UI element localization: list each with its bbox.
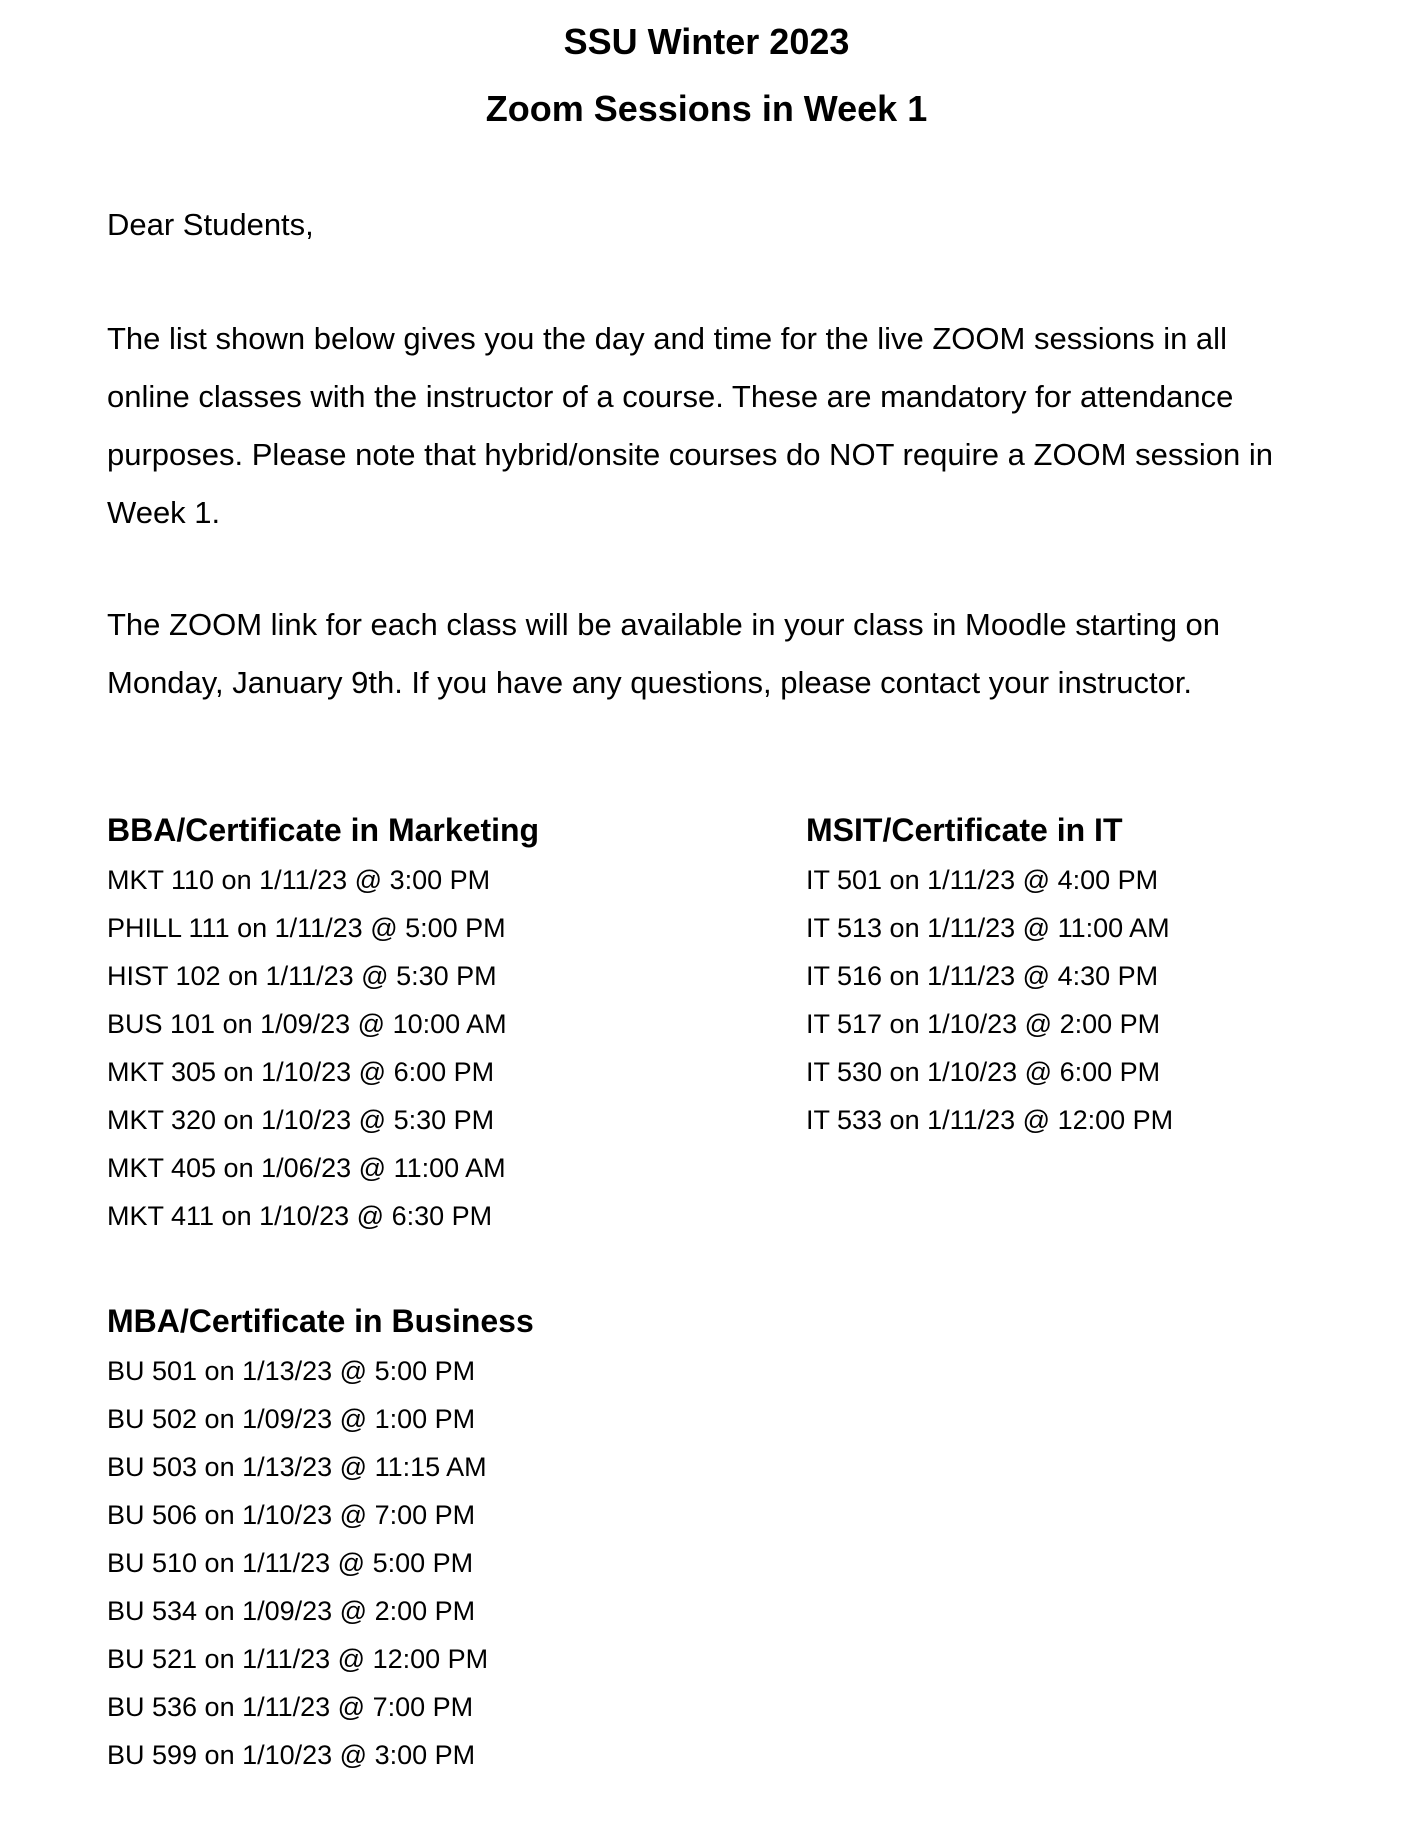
session-item: HIST 102 on 1/11/23 @ 5:30 PM	[107, 961, 497, 991]
greeting: Dear Students,	[107, 207, 314, 242]
intro-paragraph-line: The list shown below gives you the day and time for the live ZOOM sessions in all	[107, 321, 1227, 356]
session-item: BU 502 on 1/09/23 @ 1:00 PM	[107, 1404, 476, 1434]
session-item: BU 501 on 1/13/23 @ 5:00 PM	[107, 1356, 476, 1386]
marketing-section	[107, 808, 539, 1240]
session-item: IT 533 on 1/11/23 @ 12:00 PM	[806, 1105, 1174, 1135]
session-item: MKT 320 on 1/10/23 @ 5:30 PM	[107, 1105, 495, 1135]
session-item: IT 517 on 1/10/23 @ 2:00 PM	[806, 1009, 1161, 1039]
session-item: BU 503 on 1/13/23 @ 11:15 AM	[107, 1452, 487, 1482]
session-item: BU 534 on 1/09/23 @ 2:00 PM	[107, 1596, 476, 1626]
intro-paragraph-line: online classes with the instructor of a course. These are mandatory for attendance	[107, 379, 1234, 414]
business-section	[107, 1299, 534, 1779]
zoom-link-paragraph-line: Monday, January 9th. If you have any questions, please contact your instructor.	[107, 665, 1193, 700]
session-item: MKT 405 on 1/06/23 @ 11:00 AM	[107, 1153, 506, 1183]
business-section-title: MBA/Certificate in Business	[107, 1303, 534, 1339]
it-section-title: MSIT/Certificate in IT	[806, 812, 1123, 848]
page-title: SSU Winter 2023	[563, 21, 850, 62]
session-item: IT 516 on 1/11/23 @ 4:30 PM	[806, 961, 1159, 991]
session-item: BUS 101 on 1/09/23 @ 10:00 AM	[107, 1009, 507, 1039]
session-item: IT 501 on 1/11/23 @ 4:00 PM	[806, 865, 1159, 895]
page-subtitle: Zoom Sessions in Week 1	[485, 88, 928, 129]
zoom-link-paragraph	[107, 596, 1397, 712]
session-item: BU 599 on 1/10/23 @ 3:00 PM	[107, 1740, 476, 1770]
session-item: BU 521 on 1/11/23 @ 12:00 PM	[107, 1644, 489, 1674]
session-item: IT 530 on 1/10/23 @ 6:00 PM	[806, 1057, 1161, 1087]
business-session-list	[107, 1347, 534, 1779]
intro-paragraph-line: Week 1.	[107, 495, 221, 530]
session-item: BU 506 on 1/10/23 @ 7:00 PM	[107, 1500, 476, 1530]
it-session-list	[806, 856, 1173, 1144]
session-item: MKT 305 on 1/10/23 @ 6:00 PM	[107, 1057, 495, 1087]
session-item: BU 536 on 1/11/23 @ 7:00 PM	[107, 1692, 474, 1722]
session-item: PHILL 111 on 1/11/23 @ 5:00 PM	[107, 913, 506, 943]
session-item: MKT 110 on 1/11/23 @ 3:00 PM	[107, 865, 491, 895]
session-item: BU 510 on 1/11/23 @ 5:00 PM	[107, 1548, 474, 1578]
marketing-session-list	[107, 856, 539, 1240]
session-item: IT 513 on 1/11/23 @ 11:00 AM	[806, 913, 1170, 943]
marketing-section-title: BBA/Certificate in Marketing	[107, 812, 540, 848]
zoom-link-paragraph-line: The ZOOM link for each class will be available in your class in Moodle starting on	[107, 607, 1221, 642]
intro-paragraph-line: purposes. Please note that hybrid/onsite courses do NOT require a ZOOM session in	[107, 437, 1273, 472]
intro-paragraph	[107, 310, 1397, 542]
it-section	[806, 808, 1173, 1144]
session-item: MKT 411 on 1/10/23 @ 6:30 PM	[107, 1201, 493, 1231]
